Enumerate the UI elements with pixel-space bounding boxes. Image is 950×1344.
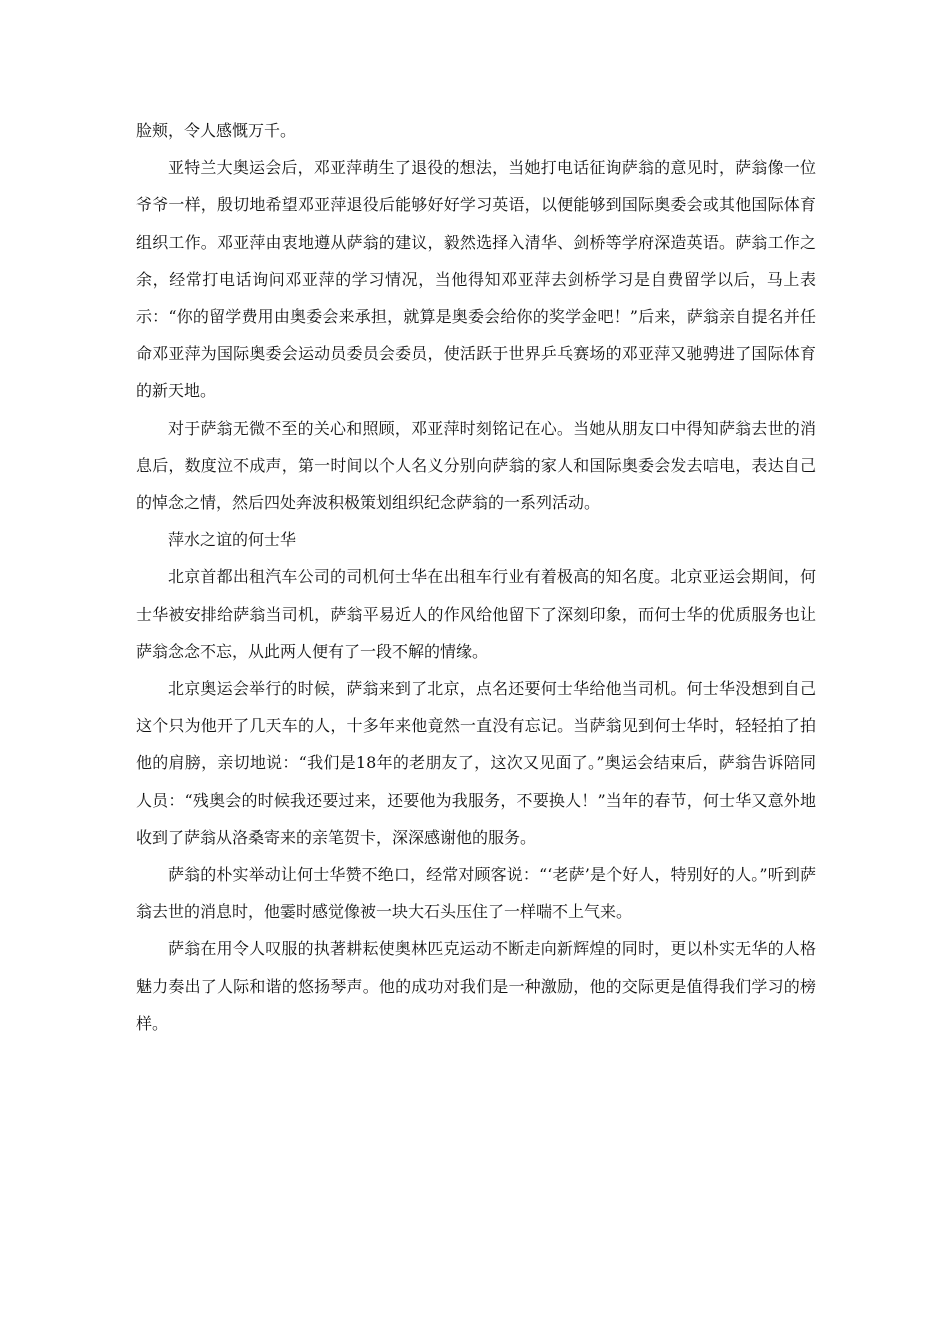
paragraph-taxi-driver: 北京首都出租汽车公司的司机何士华在出租车行业有着极高的知名度。北京亚运会期间，何士华被安排给萨翁当司机，萨翁平易近人的作风给他留下了深刻印象，而何士华的优质服务也让萨翁念念不忘，从此两人便有了一段不解的情缘。 [136,567,816,661]
paragraph-continuation: 脸颊，令人感慨万千。 [136,121,297,140]
paragraph-gratitude: 对于萨翁无微不至的关心和照顾，邓亚萍时刻铭记在心。当她从朋友口中得知萨翁去世的消息后，数度泣不成声，第一时间以个人名义分别向萨翁的家人和国际奥委会发去唁电，表达自己的悼念之情，然后四处奔波积极策划组织纪念萨翁的一系列活动。 [136,418,816,513]
paragraph-olympics-reunion: 北京奥运会举行的时候，萨翁来到了北京，点名还要何士华给他当司机。何士华没想到自己这个只为他开了几天车的人，十多年来他竟然一直没有忘记。当萨翁见到何士华时，轻轻拍了拍他的肩膀，亲切地说：“我们是18年的老朋友了，这次又见面了。”奥运会结束后，萨翁告诉陪同人员：“残奥会的时候我还要过来，还要他为我服务，不要换人！”当年的春节，何士华又意外地收到了萨翁从洛桑寄来的亲笔贺卡，深深感谢他的服务。 [136,679,816,847]
paragraph-conclusion: 萨翁在用令人叹服的执著耕耘使奥林匹克运动不断走向新辉煌的同时，更以朴实无华的人格魅力奏出了人际和谐的悠扬琴声。他的成功对我们是一种激励，他的交际更是值得我们学习的榜样。 [136,939,816,1033]
section-heading-he-shihua: 萍水之谊的何士华 [168,530,297,550]
document-page [136,112,816,1042]
paragraph-praise: 萨翁的朴实举动让何士华赞不绝口，经常对顾客说：“‘老萨’是个好人，特别好的人。”听到萨翁去世的消息时，他霎时感觉像被一块大石头压住了一样喘不上气来。 [136,865,816,922]
paragraph-retirement-advice: 亚特兰大奥运会后，邓亚萍萌生了退役的想法，当她打电话征询萨翁的意见时，萨翁像一位爷爷一样，殷切地希望邓亚萍退役后能够好好学习英语，以便能够到国际奥委会或其他国际体育组织工作。邓亚萍由衷地遵从萨翁的建议，毅然选择入清华、剑桥等学府深造英语。萨翁工作之余，经常打电话询问邓亚萍的学习情况，当他得知邓亚萍去剑桥学习是自费留学以后，马上表示：“你的留学费用由奥委会来承担，就算是奥委会给你的奖学金吧！”后来，萨翁亲自提名并任命邓亚萍为国际奥委会运动员委员会委员，使活跃于世界乒乓赛场的邓亚萍又驰骋进了国际体育的新天地。 [136,158,816,401]
